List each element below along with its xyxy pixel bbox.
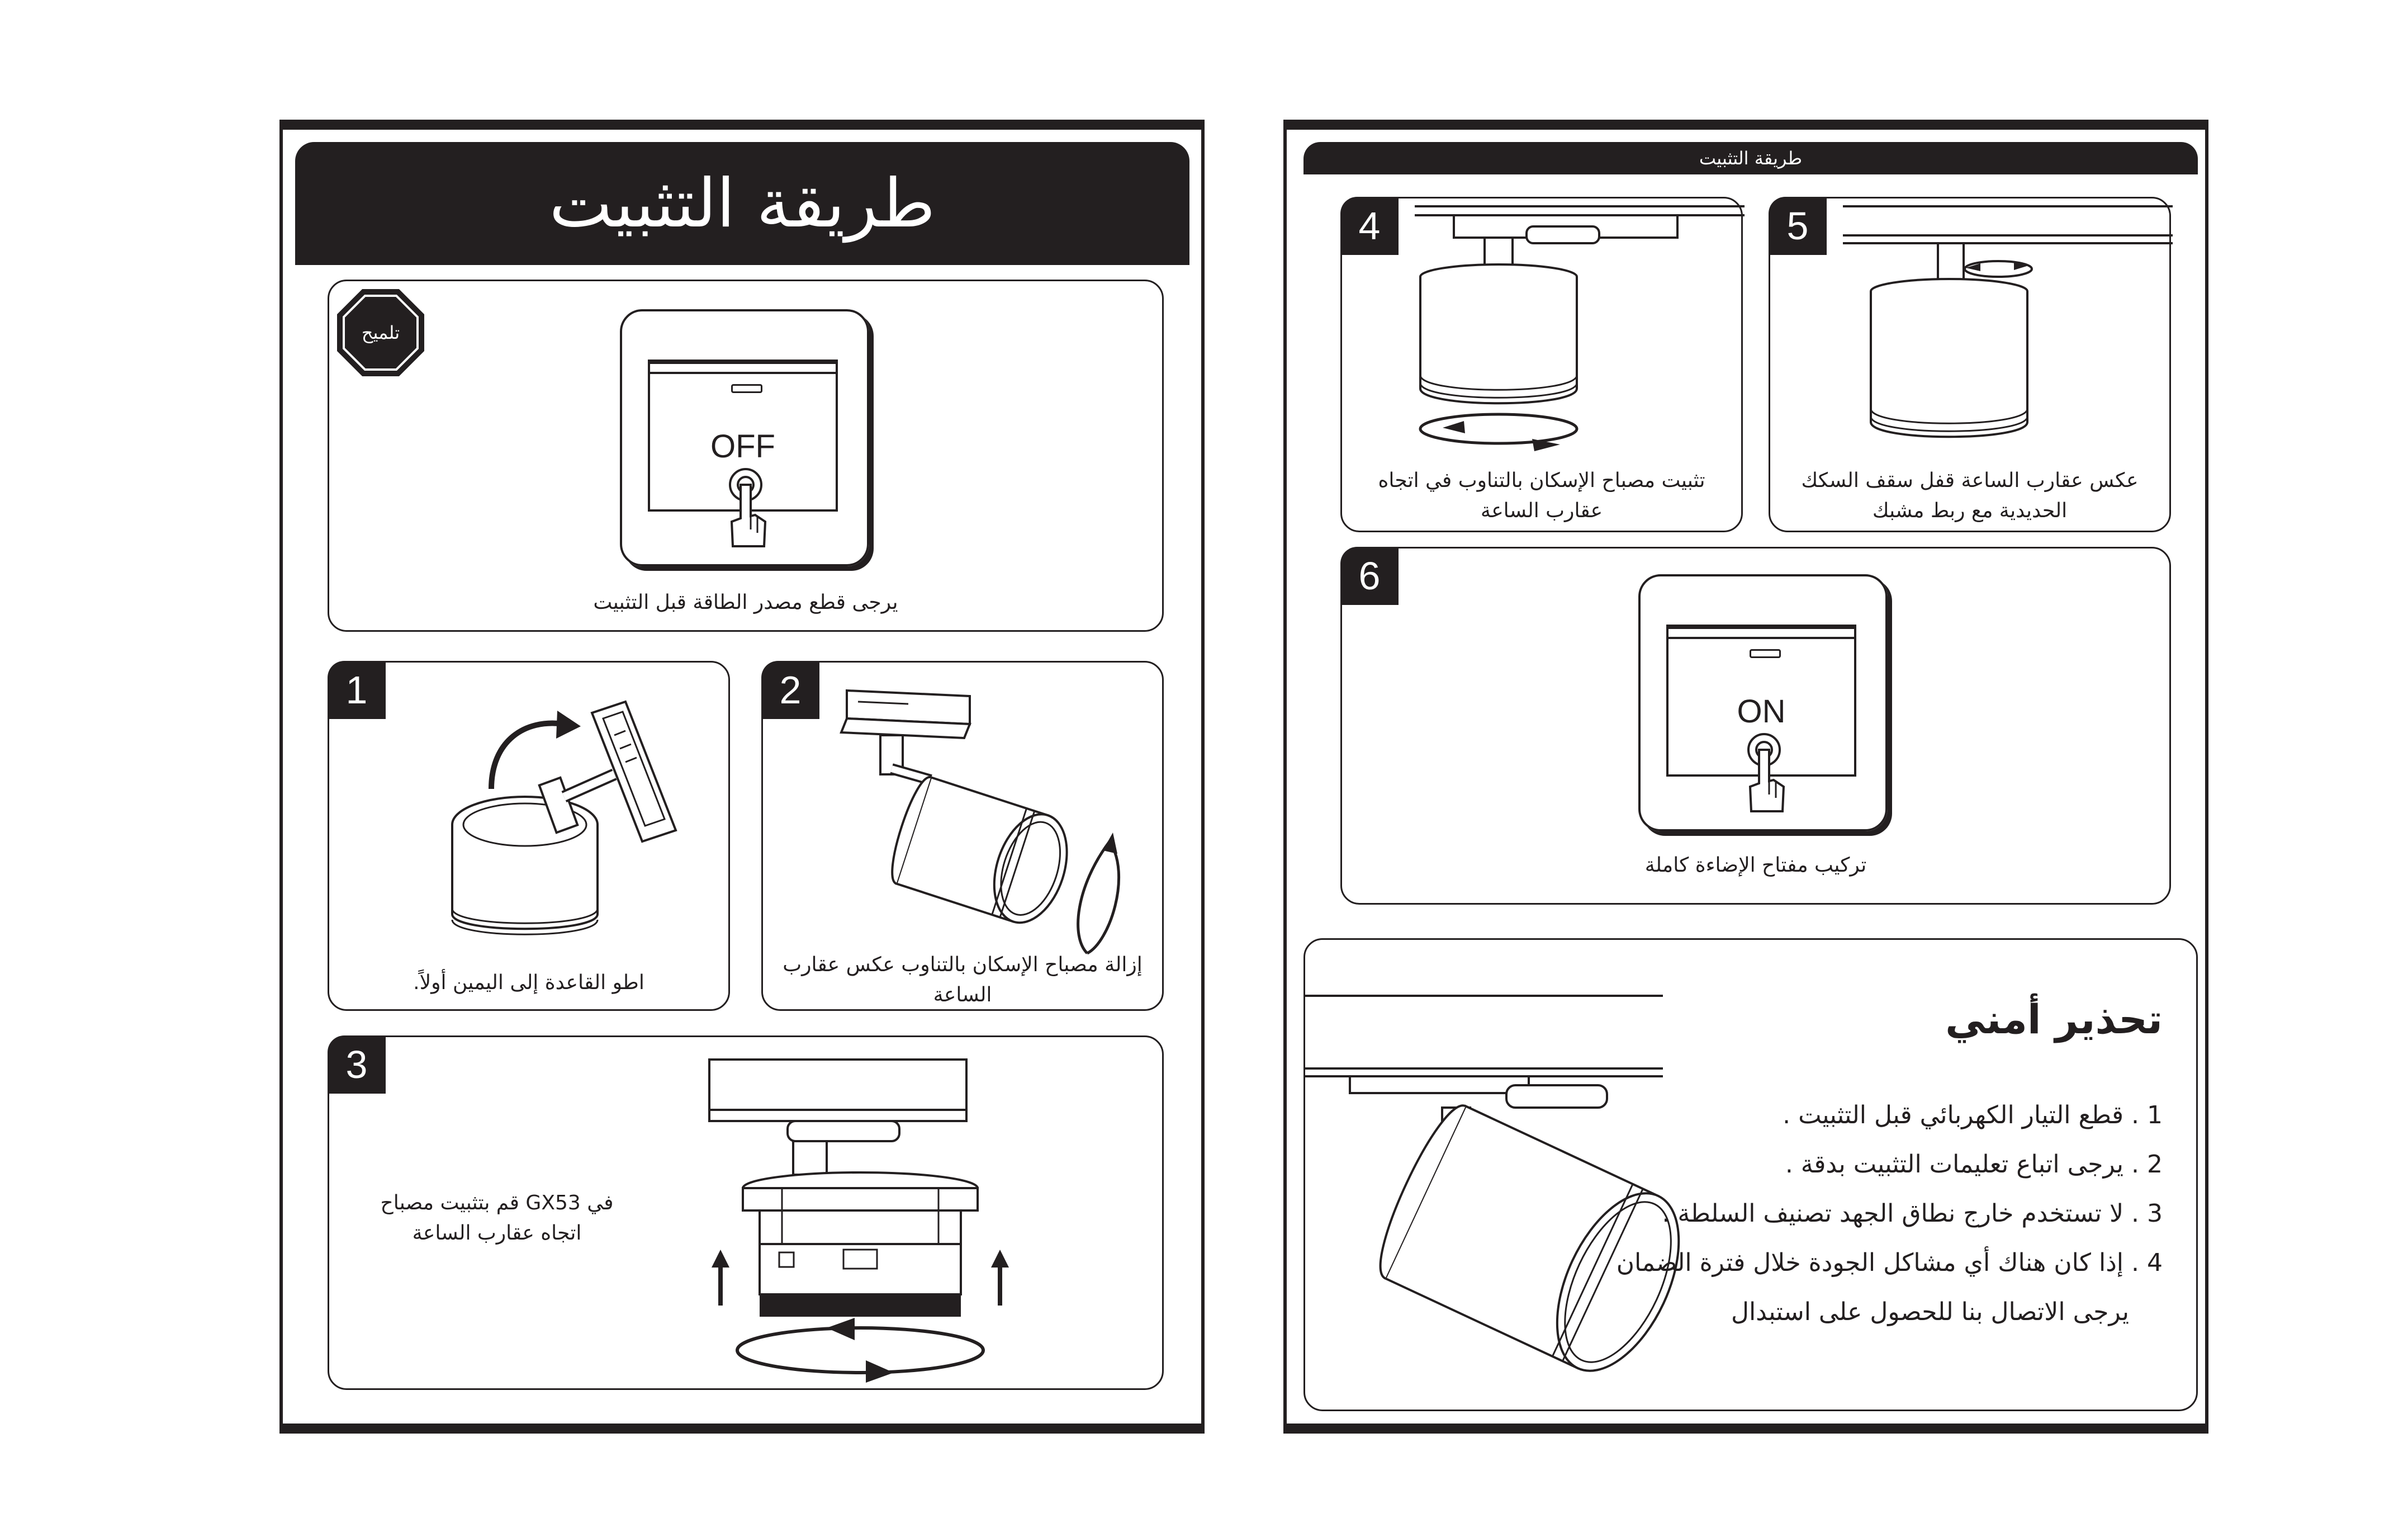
- right-page: [1283, 120, 2208, 1434]
- tip-caption: يرجى قطع مصدر الطاقة قبل التثبيت: [593, 591, 898, 614]
- page-title-bar: [295, 142, 1189, 265]
- rail-lock-illustration: [1826, 198, 2173, 456]
- step-5-caption: عكس عقارب الساعة قفل سقف السكك الحديدية مع ربط مشبك: [1801, 469, 2139, 522]
- right-page-title-bar: [1303, 142, 2198, 174]
- warning-item: 1 . قطع التيار الكهربائي قبل التثبيت .: [1783, 1101, 2163, 1129]
- warning-item: 2 . يرجى اتباع تعليمات التثبيت بدقة .: [1785, 1150, 2163, 1179]
- step-3-caption: في GX53 قم بتثبيت مصباح اتجاه عقارب الساعة: [380, 1191, 614, 1245]
- gx53-install-illustration: [698, 1048, 1045, 1395]
- warning-list: [1617, 1091, 2163, 1337]
- left-page: [279, 120, 1205, 1434]
- step-4-number: 4: [1340, 197, 1399, 255]
- switch-indicator: [731, 384, 762, 393]
- step-6-panel: [1340, 547, 2171, 905]
- switch-indicator-on: [1750, 649, 1781, 658]
- step-4-panel: [1340, 197, 1743, 532]
- step-4-caption: تثبيت مصباح الإسكان بالتناوب في اتجاه عقارب الساعة: [1378, 469, 1705, 522]
- step-3-panel: [328, 1035, 1164, 1390]
- power-switch-plate: [620, 309, 869, 566]
- finger-press-icon-on: [1739, 733, 1789, 817]
- step-3-number: 3: [328, 1035, 386, 1094]
- lamp-fold-illustration: [430, 679, 743, 959]
- step-2-panel: [761, 661, 1164, 1011]
- tip-badge: تلميح: [361, 322, 400, 343]
- step-6-number: 6: [1340, 547, 1399, 605]
- step-5-number: 5: [1769, 197, 1827, 255]
- step-1-number: 1: [328, 661, 386, 719]
- finger-press-icon: [720, 468, 771, 552]
- step-2-number: 2: [761, 661, 819, 719]
- power-switch-plate-on: [1638, 574, 1888, 831]
- lamp-remove-illustration: [797, 674, 1143, 964]
- step-2-caption: إزالة مصباح الإسكان بالتناوب عكس عقارب الساعة: [783, 953, 1143, 1006]
- step-6-caption: تركيب مفتاح الإضاءة كاملة: [1644, 854, 1867, 877]
- switch-label-on: ON: [1737, 693, 1786, 730]
- page-title: طريقة التثبيت: [549, 164, 936, 243]
- safety-warning-panel: [1303, 938, 2198, 1411]
- lamp-rotate-install-illustration: [1398, 198, 1745, 456]
- tip-panel: [328, 280, 1164, 632]
- warning-title: تحذير أمني: [1945, 996, 2163, 1043]
- warning-item: يرجى الاتصال بنا للحصول على استبدال: [1731, 1298, 2129, 1326]
- warning-item: 4 . إذا كان هناك أي مشاكل الجودة خلال فترة الضمان: [1616, 1249, 2163, 1277]
- right-page-title: طريقة التثبيت: [1699, 148, 1803, 169]
- switch-label-off: OFF: [710, 428, 775, 465]
- step-1-caption: اطو القاعدة إلى اليمين أولاً.: [413, 971, 644, 994]
- step-1-panel: [328, 661, 730, 1011]
- step-5-panel: [1769, 197, 2171, 532]
- warning-item: 3 . لا تستخدم خارج نطاق الجهد تصنيف السلطة .: [1662, 1199, 2163, 1228]
